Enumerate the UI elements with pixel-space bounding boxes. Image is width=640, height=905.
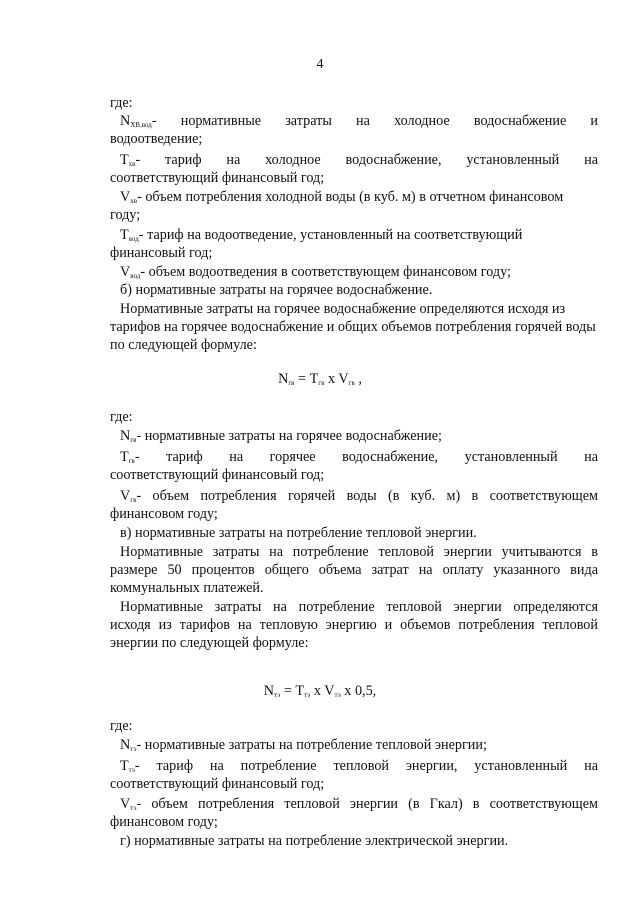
page-number: 4 (316, 57, 324, 72)
text-line: $Т_{хв}-$ тариф на холодное водоснабжение, установленный на (120, 152, 598, 168)
text-line: $V_{хв}-$ объем потребления холодной воды (в куб. м) в отчетном финансовом (120, 189, 564, 205)
text-line: финансовом году; (110, 814, 218, 830)
text-line: водоотведение; (110, 131, 203, 147)
text-line: по следующей формуле: (110, 337, 257, 353)
text-line: Нормативные затраты на потребление тепловой энергии учитываются в (120, 544, 598, 560)
text-line: $N_{гв}-$ нормативные затраты на горячее водоснабжение; (120, 428, 442, 444)
text-line: тарифов на горячее водоснабжение и общих объемов потребления горячей воды (110, 319, 596, 335)
text-line: $Т_{гв}-$ тариф на горячее водоснабжение, установленный на (120, 449, 598, 465)
text-line: $N_{тэ}-$ нормативные затраты на потребление тепловой энергии; (120, 737, 487, 753)
text-line: $Т_{тэ}-$ тариф на потребление тепловой энергии, установленный на (120, 758, 598, 774)
text-line: где: (110, 409, 133, 425)
text-line: соответствующий финансовый год; (110, 170, 325, 186)
text-line: где: (110, 718, 133, 734)
text-line: Нормативные затраты на потребление тепловой энергии определяются (120, 599, 598, 615)
text-line: соответствующий финансовый год; (110, 776, 325, 792)
text-line: финансовый год; (110, 245, 213, 261)
text-line: $V_{вод}-$ объем водоотведения в соответствующем финансовом году; (120, 264, 511, 280)
text-line: $N_{ХВ,вод}-$ нормативные затраты на холодное водоснабжение и (120, 113, 598, 129)
text-line: соответствующий финансовый год; (110, 467, 325, 483)
text-line: году; (110, 207, 141, 223)
text-line: $Т_{вод}-$ тариф на водоотведение, установленный на соответствующий (120, 227, 523, 243)
text-line: исходя из тарифов на тепловую энергию и объемов потребления тепловой (110, 617, 598, 633)
text-line: г) нормативные затраты на потребление электрической энергии. (120, 833, 509, 849)
text-line: $V_{гв}-$ объем потребления горячей воды (в куб. м) в соответствующем (120, 488, 598, 504)
text-line: в) нормативные затраты на потребление тепловой энергии. (120, 525, 477, 541)
text-line: размере 50 процентов общего объема затрат на оплату указанного вида (110, 562, 598, 578)
text-line: финансовом году; (110, 506, 218, 522)
text-line: коммунальных платежей. (110, 580, 264, 596)
formula-thermal-energy: $N_{тэ} = Т_{тэ}$ x $V_{тэ}$ x 0,5, (263, 683, 377, 699)
text-line: где: (110, 95, 133, 111)
text-line: $V_{тэ}-$ объем потребления тепловой энергии (в Гкал) в соответствующем (120, 796, 598, 812)
formula-hot-water: $N_{гв} = Т_{гв}$ x $V_{гв}$ , (278, 371, 362, 387)
text-line: Нормативные затраты на горячее водоснабжение определяются исходя из (120, 301, 566, 317)
text-line: б) нормативные затраты на горячее водоснабжение. (120, 282, 433, 298)
text-line: энергии по следующей формуле: (110, 635, 309, 651)
